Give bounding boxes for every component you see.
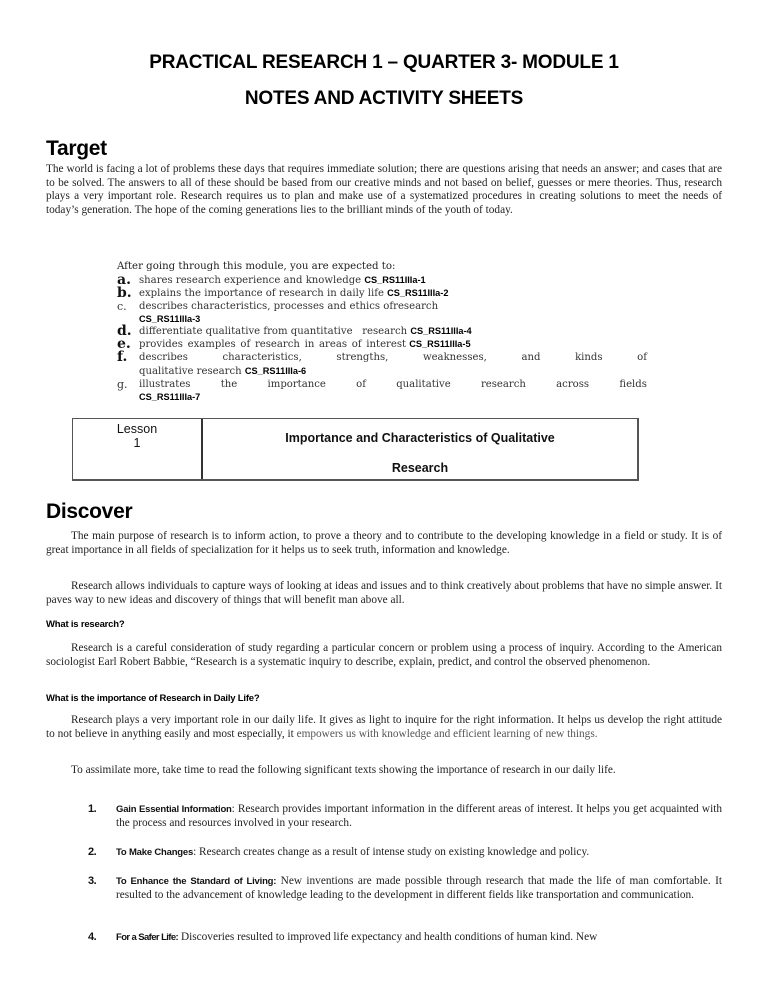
objective-item: d. differentiate qualitative from quantitative research CS_RS11IIIa-4 <box>117 323 472 340</box>
subheading-what-is-research: What is research? <box>46 619 125 630</box>
discover-paragraph-3: Research is a careful consideration of study regarding a particular concern or problem using a process of inquiry. According to the American sociologist Earl Robert Babbie, “Research is a systematic inquiry to describe, explain, predict, and control the observed phenomenon. <box>46 642 722 668</box>
target-heading: Target <box>46 137 107 160</box>
module-subtitle: NOTES AND ACTIVITY SHEETS <box>244 88 524 109</box>
objective-item: a. shares research experience and knowledge CS_RS11IIIa-1 <box>117 272 426 288</box>
target-paragraph: The world is facing a lot of problems these days that requires immediate solution; there are questions arising that needs an answer; and cases that are to be solved. The answers to all of these should be based from our creative minds and not based on belief, guesses or mere theories. Thus, research plays a very important role. Research requires us to plan and make use of a systematized procedures in creating solutions to meet the needs of today’s generation. The hope of the coming generations lies to the brilliant minds of the youth of today. <box>46 163 722 217</box>
discover-paragraph-5: To assimilate more, take time to read the following significant texts showing the importance of research in our daily life. <box>71 764 616 776</box>
lesson-title-line1: Importance and Characteristics of Qualitative <box>285 431 555 445</box>
list-item: 2. To Make Changes: Research creates change as a result of intense study on existing knowledge and policy. <box>88 846 590 858</box>
competency-code: CS_RS11IIIa-6 <box>244 365 307 376</box>
list-item: 1. Gain Essential Information: Research provides important information in the different areas of interest. It helps you get acquainted with the process and resources involved in your research. <box>88 803 722 829</box>
competency-code: CS_RS11IIIa-4 <box>410 326 472 337</box>
lesson-title-cell <box>203 419 637 479</box>
competency-code: CS_RS11IIIa-7 <box>139 391 201 402</box>
discover-paragraph-2: Research allows individuals to capture ways of looking at ideas and issues and to think creatively about problems that have no simple answer. It paves way to new ideas and discovery of things that will benefit man above all. <box>46 580 722 606</box>
objective-text-line: describes characteristics, strengths, weaknesses, and kinds of <box>139 352 647 364</box>
subheading-importance: What is the importance of Research in Daily Life? <box>46 693 260 704</box>
objectives-intro: After going through this module, you are expected to: <box>117 261 396 272</box>
competency-code: CS_RS11IIIa-1 <box>364 275 426 285</box>
lesson-label: Lesson <box>116 422 158 436</box>
lesson-title-line2: Research <box>391 461 449 475</box>
objective-item: e. provides examples of research in areas of interest CS_RS11IIIa-5 <box>117 336 471 353</box>
lesson-header-table <box>72 418 639 481</box>
discover-paragraph-1: The main purpose of research is to inform action, to prove a theory and to contribute to the developing knowledge in a field or study. It is of great importance in all fields of specialization for it helps us to seek truth, information and knowledge. <box>46 530 722 556</box>
lesson-number-cell <box>73 419 203 479</box>
objectives-list <box>117 274 647 403</box>
discover-paragraph-4: Research plays a very important role in our daily life. It gives as light to inquire for the right information. It helps us develop the right attitude to not believe in anything easily and most especially, it empowers us with knowledge and efficient learning of new things. <box>46 714 722 740</box>
objective-item: f. describes characteristics, strengths, weaknesses, and kinds of qualitative research CS_RS11IIIa-6 <box>117 349 647 377</box>
competency-code: CS_RS11IIIa-3 <box>139 314 201 325</box>
competency-code: CS_RS11IIIa-2 <box>387 288 449 299</box>
module-title: PRACTICAL RESEARCH 1 – QUARTER 3- MODULE 1 <box>149 52 619 73</box>
objective-item: c. describes characteristics, processes and ethics ofresearch CS_RS11IIIa-3 <box>117 300 647 325</box>
discover-heading: Discover <box>46 500 133 523</box>
objective-text-line: illustrates the importance of qualitative research across fields <box>139 378 647 390</box>
objective-item: g. illustrates the importance of qualitative research across fields CS_RS11IIIa-7 <box>117 377 647 402</box>
list-item: 4. For a Safer Life: Discoveries resulted to improved life expectancy and health conditions of human kind. New <box>88 931 598 943</box>
objective-item: b. explains the importance of research in daily life CS_RS11IIIa-2 <box>117 285 449 302</box>
lesson-number: 1 <box>133 436 141 450</box>
competency-code: CS_RS11IIIa-5 <box>409 339 471 350</box>
list-item: 3. To Enhance the Standard of Living: New inventions are made possible through research that made the life of man comfortable. It resulted to the advancement of knowledge leading to the development in different fields like transportation and communication. <box>88 875 723 901</box>
